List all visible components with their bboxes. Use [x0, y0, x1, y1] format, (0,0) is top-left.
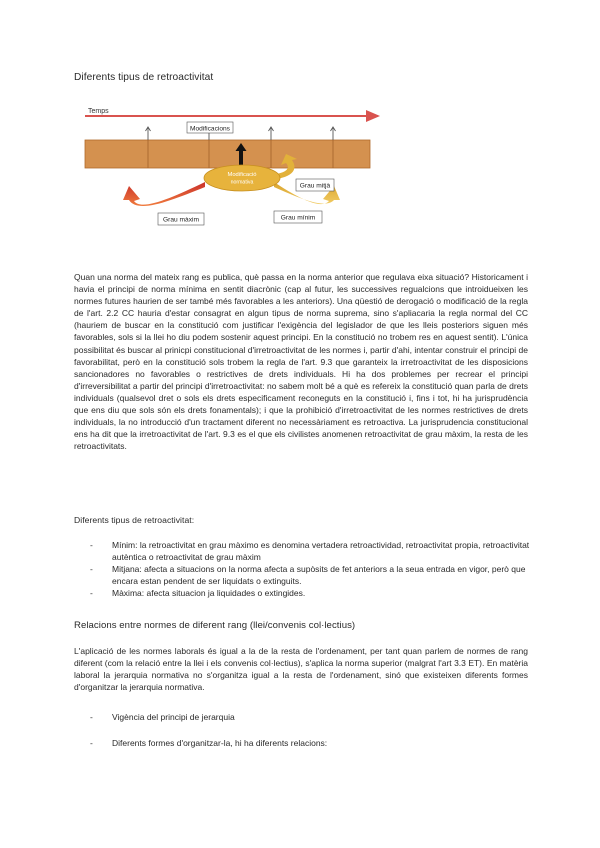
timeline-label: Temps	[88, 108, 109, 115]
list-item: - Màxima: afecta situacion ja liquidades o extingides.	[90, 588, 306, 599]
grau-maxim-label: Grau màxim	[163, 216, 199, 224]
grau-maxim-arrow	[123, 182, 205, 206]
paragraph-relations: L'aplicació de les normes laborals és igual a la de la resta de l'ordenament, per tant quan parlem de normes de rang diferent (com la relació entre la llei i els convenis col·lectius), s'aplica la norma superior (malgrat l'art 3.3 ET). En matèria laboral la jerarquia normativa no s'organitza igual a la resta de l'ordenament, sinó que existeixen diferents formes d'organitzar la jerarquia normativa.	[74, 646, 528, 693]
section-heading: Diferents tipus de retroactivitat	[74, 72, 214, 83]
center-label-line2: normativa	[230, 179, 254, 186]
modifications-label: Modificacions	[190, 125, 230, 133]
paragraph-retroactivity: Quan una norma del mateix rang es publica, què passa en la norma anterior que regulava eixa situació? Historicament i havia el principi de norma mínima en sentit diacrònic (cap al futur, les successives regualcions que introidueixen les normes futures haurien de ser també més favorables a les anteriors). Una qüestió de derogació o modificació de la regla de l'art. 2.2 CC hauria d'estar consagrat en algun tipus de norma suprema, sino s'apliacaria la regla normal del CC (hauriem de buscar en la constitució com justificar l'exigència del legislador de que les lleis posteriors siguen més favorables, sols si la llei ho diu podem sostenir aquest principi. En la constitució no trobem res en aquest sentit). L'única possibilitat és buscar al prinicpi constitucional d'irretroactivitat de les normes i, partir d'ahi, intentar construir el principi de favorabilitat, però en la constitució sols trobem la regla de l'art. 9.3 que garanteix la irretroactivitat de les disposicions sancionadores no favorables o restrictives de drets individuals. Hi ha dos problemes per recrear el principi d'irreversibilitat a partir del principi d'irretroactivitat: no sabem molt bé a què es refereix la constitució quan parla de drets individuals (qualsevol dret o sols els drets especificament reconeguts en la constitució i, fins i tot, hi ha jurisprudència que ens diu que sols són els drets fonamentals); i que la prohibició d'irretroactivitat de les normes restrictives de drets individuals, la no introducció d'un tractament diferent no necessàriament es retroactiva. La jurisprudencia constitucional ens ha dit que la irretroactivitat de l'art. 9.3 es el que els civilistes anomenen retroactivitat de grau màxim, la resta de les retroactivitats.	[74, 272, 528, 452]
center-label-line1: Modificació	[227, 172, 257, 178]
modification-markers	[146, 127, 336, 140]
list-item: - Mínim: la retroactivitat en grau màximo es denomina vertadera retroactividad, retroactivitat propia, retroactivitat autèntica o retroactivitat de grau màxim	[90, 540, 530, 563]
center-ellipse	[204, 165, 280, 191]
subheading-types: Diferents tipus de retroactivitat:	[74, 515, 195, 525]
grau-minim-label: Grau mínim	[280, 214, 316, 222]
list-item: - Diferents formes d'organitzar-la, hi ha diferents relacions:	[90, 738, 328, 749]
list-item: - Vigència del principi de jerarquia	[90, 712, 235, 722]
list-item: - Mitjana: afecta a situacions on la norma afecta a supòsits de fet anteriors a la seua entrada en vigor, però que encara estan pendent de ser liquidats o extinguits.	[90, 564, 526, 587]
section-heading-relations: Relacions entre normes de diferent rang (llei/convenis col·lectius)	[74, 620, 356, 631]
relations-list	[90, 711, 530, 749]
types-list	[90, 539, 530, 599]
time-band	[85, 140, 370, 168]
grau-mitja-label: Grau mitjà	[299, 182, 331, 190]
